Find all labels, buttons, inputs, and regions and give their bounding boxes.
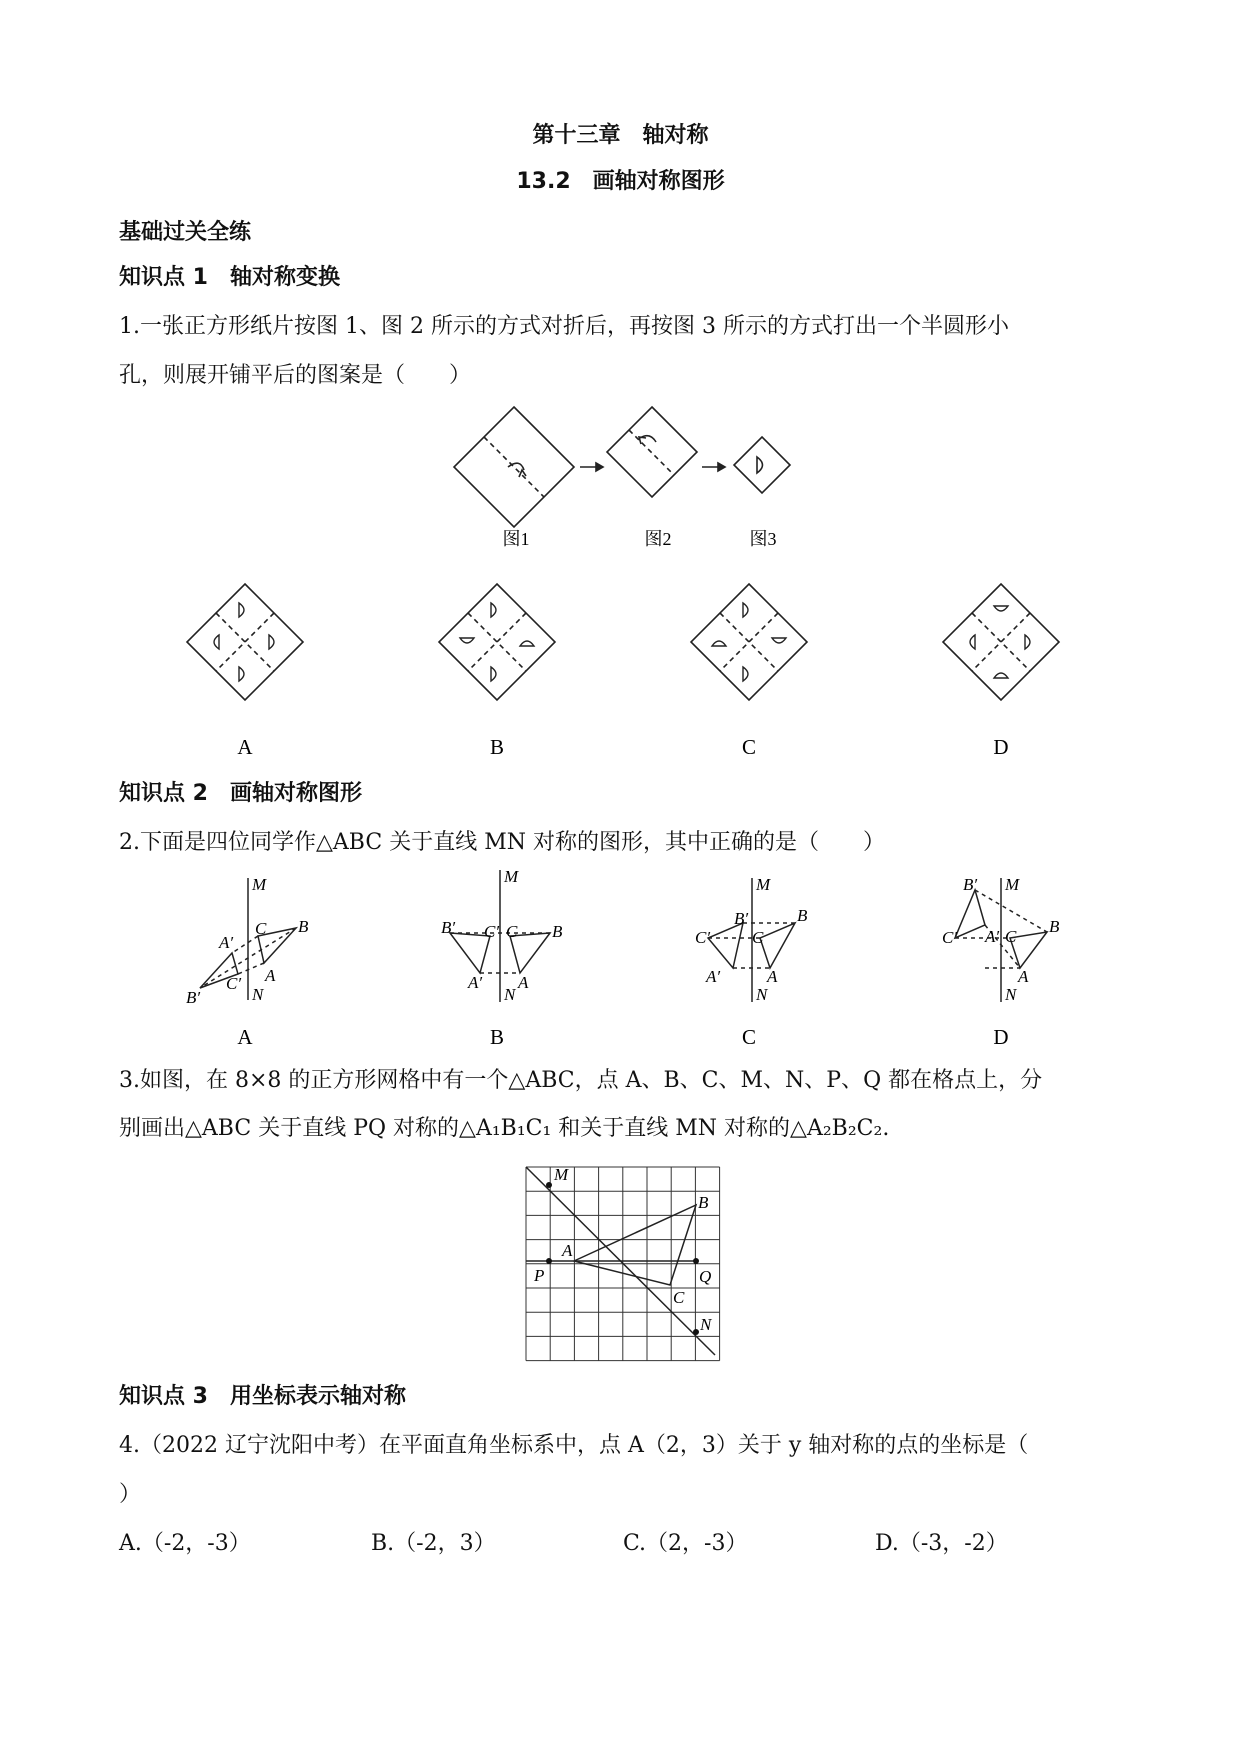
label-c-prime: C′ — [695, 928, 711, 947]
triangle-abc — [574, 1205, 696, 1285]
fig3-caption: 图3 — [749, 529, 777, 549]
knowledge-point-2: 知识点 2 画轴对称图形 — [119, 781, 362, 806]
label-b: B — [298, 917, 309, 936]
option-c-label: C — [741, 735, 757, 759]
label-b: B — [1049, 917, 1060, 936]
label-c-prime: C′ — [226, 974, 242, 993]
label-a-prime: A′ — [468, 973, 483, 992]
fig1-caption: 图1 — [502, 529, 530, 549]
q4-option-a: A.（-2，-3） — [119, 1531, 251, 1556]
label-a: A — [767, 967, 778, 986]
label-a-prime: A′ — [985, 927, 1000, 946]
label-a: A — [1018, 967, 1029, 986]
label-c: C — [1005, 927, 1017, 946]
label-b-prime: B′ — [441, 918, 456, 937]
question-3-line-2: 别画出△ABC 关于直线 PQ 对称的△A₁B₁C₁ 和关于直线 MN 对称的△A₂B₂C₂. — [119, 1116, 890, 1141]
q2-option-b-label: B — [489, 1025, 505, 1049]
label-n: N — [1005, 985, 1017, 1004]
label-c: C — [752, 928, 764, 947]
grid-label-a: A — [562, 1241, 573, 1260]
grid-label-q: Q — [699, 1267, 712, 1286]
label-m: M — [756, 875, 771, 894]
label-m: M — [1005, 875, 1020, 894]
label-c-prime: C′ — [942, 928, 958, 947]
grid-label-n: N — [700, 1315, 712, 1334]
question-2-text: 2.下面是四位同学作△ABC 关于直线 MN 对称的图形，其中正确的是（ ） — [119, 830, 885, 855]
q2-option-c-label: C — [741, 1025, 757, 1049]
q4-option-c: C.（2，-3） — [623, 1531, 748, 1556]
label-a: A — [518, 973, 529, 992]
q2-option-d-label: D — [993, 1025, 1009, 1049]
label-c: C — [255, 919, 267, 938]
label-n: N — [756, 985, 768, 1004]
question-4-line-1: 4.（2022 辽宁沈阳中考）在平面直角坐标系中，点 A（2，3）关于 y 轴对称的点的坐标是（ — [119, 1433, 1029, 1458]
knowledge-point-1: 知识点 1 轴对称变换 — [119, 265, 340, 290]
label-a: A — [265, 966, 276, 985]
section-title: 13.2 画轴对称图形 — [516, 169, 725, 194]
part-title: 基础过关全练 — [119, 220, 252, 245]
label-b: B — [797, 906, 808, 925]
option-d-label: D — [993, 735, 1009, 759]
label-b-prime: B′ — [186, 988, 201, 1007]
grid-label-m: M — [554, 1165, 569, 1184]
label-c: C — [506, 922, 518, 941]
fig2-caption: 图2 — [644, 529, 672, 549]
label-n: N — [504, 985, 516, 1004]
label-a-prime: A′ — [219, 933, 234, 952]
q4-option-b: B.（-2，3） — [371, 1531, 496, 1556]
label-m: M — [504, 867, 519, 886]
label-n: N — [252, 985, 264, 1004]
question-1-line-2: 孔，则展开铺平后的图案是（ ） — [119, 363, 472, 388]
chapter-title: 第十三章 轴对称 — [532, 123, 709, 148]
label-c-prime: C′ — [484, 922, 500, 941]
grid-label-p: P — [534, 1266, 545, 1285]
label-b: B — [552, 922, 563, 941]
q2-option-a-label: A — [237, 1025, 253, 1049]
label-m: M — [252, 875, 267, 894]
question-1-line-1: 1.一张正方形纸片按图 1、图 2 所示的方式对折后，再按图 3 所示的方式打出一个半圆形小 — [119, 314, 1009, 339]
label-b-prime: B′ — [734, 909, 749, 928]
question-4-line-2: ） — [119, 1482, 142, 1507]
option-a-label: A — [237, 735, 253, 759]
question-3-line-1: 3.如图，在 8×8 的正方形网格中有一个△ABC，点 A、B、C、M、N、P、Q 都在格点上，分 — [119, 1068, 1043, 1093]
label-a-prime: A′ — [706, 967, 721, 986]
q4-option-d: D.（-3，-2） — [875, 1531, 1008, 1556]
grid-label-c: C — [673, 1288, 685, 1307]
option-b-label: B — [489, 735, 505, 759]
label-b-prime: B′ — [963, 875, 978, 894]
grid-label-b: B — [698, 1193, 709, 1212]
knowledge-point-3: 知识点 3 用坐标表示轴对称 — [119, 1384, 406, 1409]
